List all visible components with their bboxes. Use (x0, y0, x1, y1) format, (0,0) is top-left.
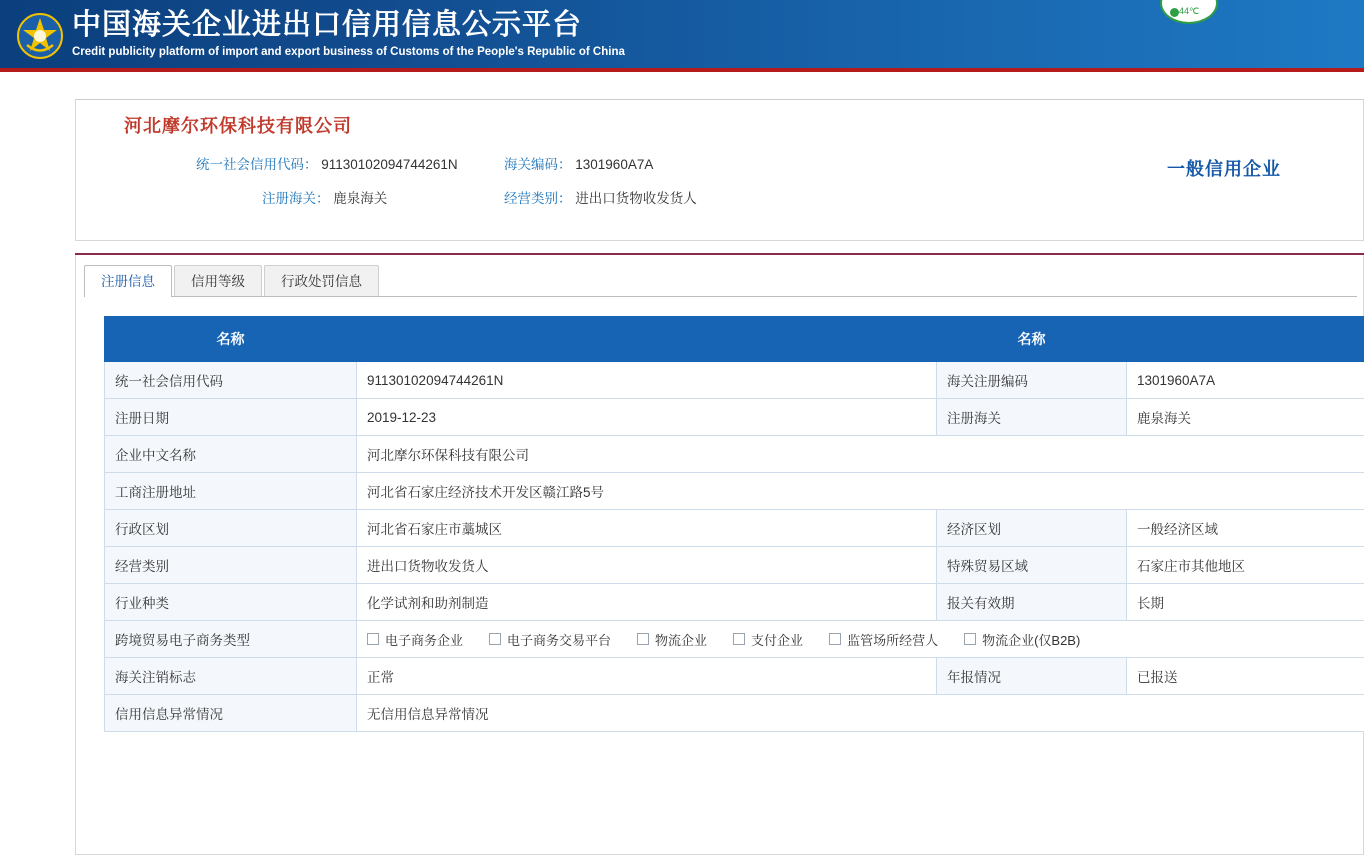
registration-table (104, 316, 1364, 732)
customs-code-row (504, 155, 653, 175)
customs-emblem-icon (14, 10, 66, 62)
row-label-reg-date: 注册日期 (105, 399, 357, 436)
row-value-economic-division: 一般经济区域 (1127, 510, 1364, 547)
business-category-value: 进出口货物收发货人 (575, 191, 697, 206)
credit-code-row (196, 155, 458, 175)
row-value-admin-division: 河北省石家庄市藁城区 (357, 510, 937, 547)
business-category-label: 经营类别： (504, 191, 572, 206)
row-label-business-category: 经营类别 (105, 547, 357, 584)
credit-level-badge: 一般信用企业 (1167, 155, 1281, 181)
weather-dot-icon (1170, 8, 1179, 17)
checkbox-supervision-site-operator[interactable] (829, 630, 938, 649)
row-label-crossborder-type: 跨境贸易电子商务类型 (105, 621, 357, 658)
checkbox-icon[interactable] (733, 633, 745, 645)
crossborder-checkbox-group (367, 630, 1364, 649)
row-value-annual-report: 已报送 (1127, 658, 1364, 695)
checkbox-label: 物流企业(仅B2B) (982, 630, 1080, 649)
header-titles (72, 6, 625, 60)
table-row (105, 584, 1364, 621)
checkbox-label: 支付企业 (751, 630, 803, 649)
row-value-reg-date: 2019-12-23 (357, 399, 937, 436)
row-label-economic-division: 经济区划 (937, 510, 1127, 547)
row-label-reg-customs: 注册海关 (937, 399, 1127, 436)
table-row (105, 658, 1364, 695)
row-value-business-address: 河北省石家庄经济技术开发区赣江路5号 (357, 473, 1364, 510)
checkbox-ecommerce-enterprise[interactable] (367, 630, 463, 649)
table-row (105, 399, 1364, 436)
checkbox-label: 物流企业 (655, 630, 707, 649)
table-row (105, 436, 1364, 473)
header-accent-line (0, 68, 1364, 72)
checkbox-logistics-b2b-only[interactable] (964, 630, 1080, 649)
row-label-customs-reg-code: 海关注册编码 (937, 362, 1127, 399)
row-label-business-address: 工商注册地址 (105, 473, 357, 510)
table-header-value-right (1127, 317, 1364, 362)
tab-penalty-info[interactable]: 行政处罚信息 (264, 265, 379, 296)
tab-credit-level[interactable]: 信用等级 (174, 265, 262, 296)
row-value-credit-code: 91130102094744261N (357, 362, 937, 399)
checkbox-icon[interactable] (489, 633, 501, 645)
row-label-company-cn-name: 企业中文名称 (105, 436, 357, 473)
row-label-admin-division: 行政区划 (105, 510, 357, 547)
customs-code-value: 1301960A7A (575, 157, 653, 172)
row-value-cancellation-flag: 正常 (357, 658, 937, 695)
row-value-credit-abnormal: 无信用信息异常情况 (357, 695, 1364, 732)
credit-code-value: 91130102094744261N (321, 157, 457, 172)
registration-customs-row (262, 189, 387, 209)
table-header-name-left: 名称 (105, 317, 357, 362)
row-value-company-cn-name: 河北摩尔环保科技有限公司 (357, 436, 1364, 473)
registration-customs-value: 鹿泉海关 (333, 191, 387, 206)
row-value-industry-type: 化学试剂和助剂制造 (357, 584, 937, 621)
table-row-crossborder (105, 621, 1364, 658)
checkbox-icon[interactable] (367, 633, 379, 645)
weather-badge-icon[interactable] (1160, 0, 1218, 24)
tab-strip (84, 265, 1357, 297)
checkbox-icon[interactable] (964, 633, 976, 645)
table-row (105, 473, 1364, 510)
row-label-annual-report: 年报情况 (937, 658, 1127, 695)
table-header-value-left (357, 317, 937, 362)
table-header-row (105, 317, 1364, 362)
checkbox-icon[interactable] (829, 633, 841, 645)
checkbox-label: 电子商务交易平台 (507, 630, 611, 649)
row-label-special-trade-zone: 特殊贸易区域 (937, 547, 1127, 584)
credit-code-label: 统一社会信用代码： (196, 157, 318, 172)
business-category-row (504, 189, 697, 209)
table-row (105, 547, 1364, 584)
table-header-name-right: 名称 (937, 317, 1127, 362)
company-summary-card (75, 99, 1364, 241)
checkbox-payment-enterprise[interactable] (733, 630, 803, 649)
registration-customs-label: 注册海关： (262, 191, 330, 206)
header-title-cn: 中国海关企业进出口信用信息公示平台 (72, 6, 625, 44)
checkbox-label: 监管场所经营人 (847, 630, 938, 649)
header-title-en: Credit publicity platform of import and export business of Customs of the People's Republic of China (72, 44, 625, 60)
registration-table-area (104, 316, 1364, 732)
checkbox-icon[interactable] (637, 633, 649, 645)
row-value-declaration-validity: 长期 (1127, 584, 1364, 621)
table-row (105, 695, 1364, 732)
checkbox-logistics-enterprise[interactable] (637, 630, 707, 649)
tab-registration-info[interactable]: 注册信息 (84, 265, 172, 297)
checkbox-ecommerce-platform[interactable] (489, 630, 611, 649)
row-value-business-category: 进出口货物收发货人 (357, 547, 937, 584)
row-label-credit-code: 统一社会信用代码 (105, 362, 357, 399)
customs-code-label: 海关编码： (504, 157, 572, 172)
tab-panel (75, 255, 1364, 855)
row-label-cancellation-flag: 海关注销标志 (105, 658, 357, 695)
row-label-industry-type: 行业种类 (105, 584, 357, 621)
site-header (0, 0, 1364, 72)
checkbox-label: 电子商务企业 (385, 630, 463, 649)
row-label-declaration-validity: 报关有效期 (937, 584, 1127, 621)
weather-temperature: 44℃ (1162, 6, 1216, 17)
row-value-special-trade-zone: 石家庄市其他地区 (1127, 547, 1364, 584)
table-row (105, 510, 1364, 547)
company-name: 河北摩尔环保科技有限公司 (124, 112, 352, 138)
row-label-credit-abnormal: 信用信息异常情况 (105, 695, 357, 732)
row-value-reg-customs: 鹿泉海关 (1127, 399, 1364, 436)
row-value-customs-reg-code: 1301960A7A (1127, 362, 1364, 399)
row-value-crossborder-type (357, 621, 1364, 658)
table-row (105, 362, 1364, 399)
